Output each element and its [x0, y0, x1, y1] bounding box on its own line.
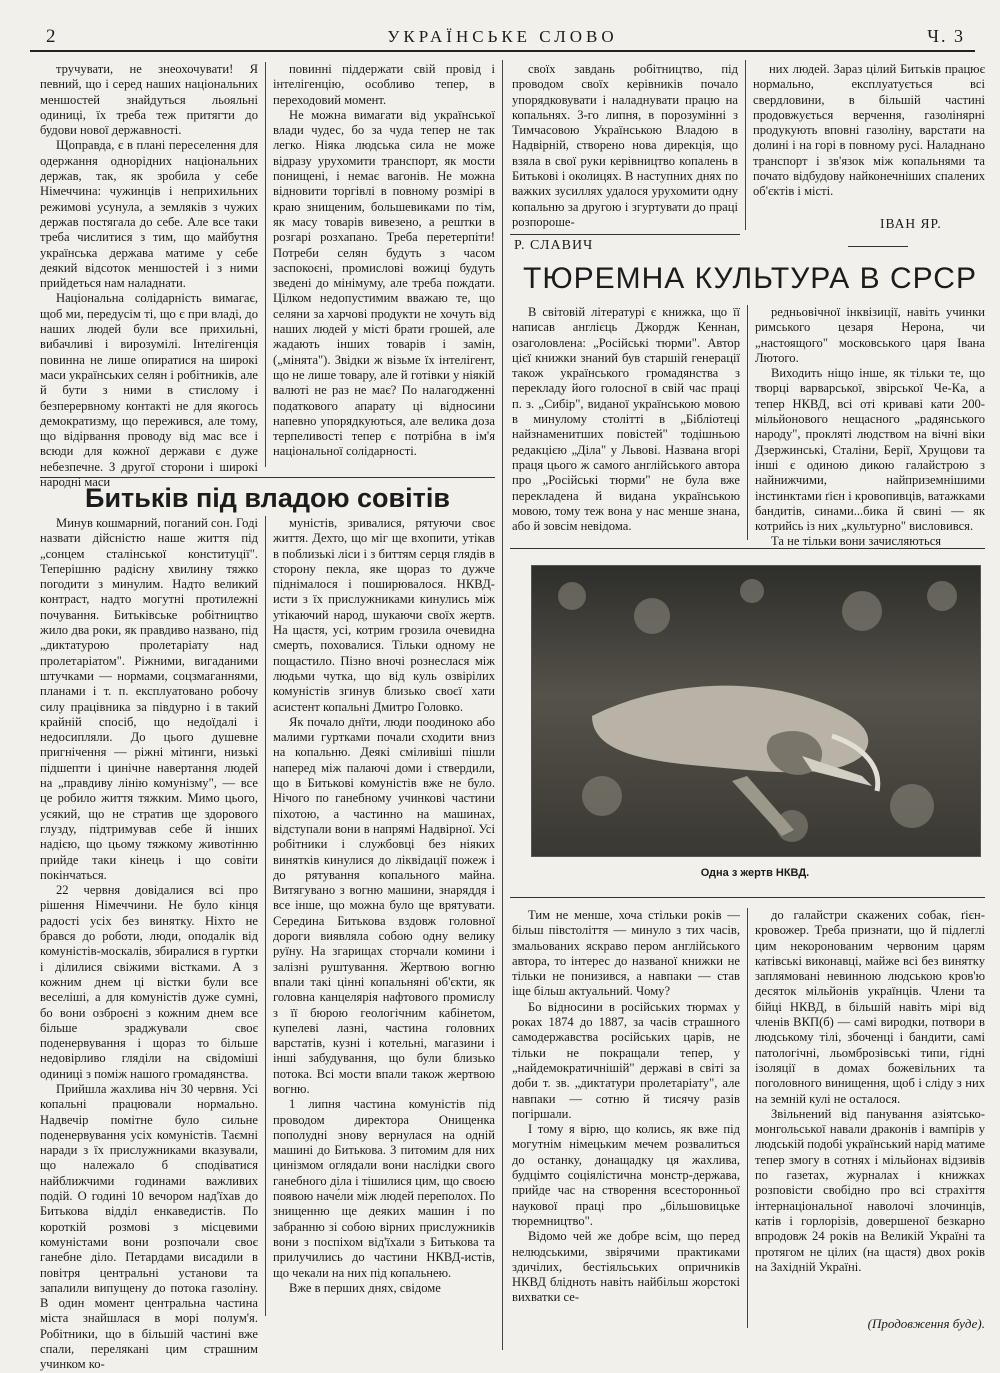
continued-note: (Продовження буде).: [867, 1316, 985, 1331]
article-1-column-2: [273, 516, 495, 1316]
section-rule: [510, 234, 740, 235]
page-number: 2: [46, 26, 56, 47]
article-2-headline: ТЮРЕМНА КУЛЬТУРА В СРСР: [523, 262, 977, 295]
page-header: [40, 24, 965, 50]
paragraph: Відомо чей же добре всім, що перед нелюдськими, звірячими практиками здичілих, бестіяльських опричників НКВД блідноть навіть найбільш жорстокі вихватки се-: [512, 1229, 740, 1305]
article-1-column-1: [40, 516, 258, 1372]
paragraph: І тому я вірю, що колись, як вже під могутнім німецьким мечем розвалиться до останку, донащадку ця жахлива, будцімто соціялістична монстр-держава, прийде час на створення всесторонньої наукової праці про „більшовицьке тюремництво".: [512, 1122, 740, 1228]
top-column-1: [40, 62, 258, 490]
column-divider: [265, 516, 266, 1316]
column-divider: [747, 305, 748, 540]
article-1-headline: Битьків під владою совітів: [85, 483, 450, 513]
newspaper-title: УКРАЇНСЬКЕ СЛОВО: [387, 27, 618, 46]
issue-number: Ч. 3: [927, 26, 965, 46]
paragraph: 1 липня частина комуністів під проводом директора Онищенка пополудні знову вернулася на одній машині до Битькова. З питомим для них цинізмом оглядали вони наслідки свого ганебного діла і тішилися цим, що своєю появою наче́ли між людей переполох. По знищенню ще деяких машин і по забранню зі собою вірних прислужників вони з поспіхом від'їхали з Битькова та прилучились до частини НКВД-истів, що чекали на них під копальнею.: [273, 1097, 495, 1280]
article-2-column-1: [512, 305, 740, 550]
signature-dash: [848, 246, 908, 247]
paragraph: Прийшла жахлива ніч 30 червня. Усі копальні працювали нормально. Надвечір помітне було сильне поденервування усіх комуністів. Таємні наради з їх прислужниками вказували, що належало б сподіватися найближчими годинами важливих подій. О годині 10 вечором над'їхав до Битькова відділ енкаведистів. По короткій розмові з місцевими комуністами вони розпочали своє ганебне діло. Петардами висадили в повітря центральні установи та запалили випущену до потока газоліну. В один момент центральна частина міста знайшлася в морі полум'я. Робітники, що в більшій частині вже спали, переляканi цим страшним учинком ко-: [40, 1081, 258, 1372]
header-rule: [30, 50, 975, 52]
top-column-3: [512, 62, 738, 232]
paragraph: Та не тільки вони зачисляються: [771, 534, 942, 549]
paragraph: Звільнений від панування азіятсько-монгольської навали драконів і вампірів у людській подобі український нарід матиме тепер змогу в сотнях і мільйонах відзивів по газетах, журналах і книжках розповісти свобідно про всі страхіття інтернаціональної наволочі злочинців, катів і горлорізів, довершеної безкарно впродовж 24 років на Великій Україні та протягом не цілих (на щастя) двох років на Західній Україні.: [755, 1106, 985, 1274]
photo-caption: Одна з жертв НКВД.: [700, 867, 810, 879]
article-2-column-4: [755, 908, 985, 1313]
section-rule: [510, 897, 985, 898]
paragraph: Національна солідарність вимагає, щоб ми, передусім ті, що є при владі, до наших людей були все прихильні, вибачливі і вирозумілі. Інтелігенція повинна не лише опиратися на широкі маси українських селян і робітників, але й бути з ними в стислому і безперервному контакті не для якогось демократизму, що пережився, але тому, що відірвання проводу від мас все і всюди для кожної держави є дуже небезпечне. З другої сторони і широкі народні маси: [40, 291, 258, 490]
paragraph: Тим не менше, хоча стільки років — більш півстоліття — минуло з тих часів, змальованих яскраво пером англійського автора, то інтерес до названої книжки не тільки не понизився, а навпаки — став іще більш актуальний. Чому?: [512, 908, 740, 999]
paragraph: Щоправда, є в плані переселення для одержання однорідних національних держав, так, як зробила у себе Німеччина: чужинців і неприхильних режимові усунула, а земляків з чужих держав постягала до себе. Але все таки треба числитися з тим, що майбутня українська держава матиме у себе деякий відсоток меншостей і з ними прийдеться нам наладнати.: [40, 138, 258, 291]
paragraph: Як почало днїти, люди поодиноко або малими гуртками почали сходити вниз на копальню. Деякі сміливіші пішли наперед між палаючі доми і ствердили, що в Битькові комуністів вже не було. Нічого по ганебному учинкові частини піхотою, а частинно на машинах, відступали вони в напрямі Надвірної. Усі робітники і службовці без ніяких винятків кинулися до ліквідації пожеж і до рятування копального майна. Витягувано з вогню машини, знаряддя і все інше, що можна було ще врятувати. Середина Битькова вздовж головної дороги виявляла собою одну велику руїну. На згарищах сторчали комини і залізні руштування. Жертвою вогню впали такі цінні копальняні об'єкти, як головна канцелярія нафтового промислу з її бюрою геологічним кабінетом, купелеві лазні, частина головних варстатів, кузні і котельні, магазини і інші забудування, що були близько потока. Всі мости впали також жертвою вогню.: [273, 714, 495, 1096]
top-column-2: [273, 62, 495, 472]
paragraph: них людей. Зараз цілий Битьків працює нормально, експлуатується всі свердловини, в більшій частині продовжується верчення, газолінярні продукують вповні газоліну, варстати на долині і на горі в повному русі. Наладнано транспорт і зв'язок між копальнями та почато відбудову найконечніших спалених об'єктів і місті.: [753, 62, 985, 199]
paragraph: повинні піддержати свій провід і інтелігенцію, особливо тепер, в переходовий момент.: [273, 62, 495, 107]
paragraph: Вже в перших днях, свідоме: [289, 1280, 441, 1295]
article-2-column-2: [755, 305, 985, 549]
paragraph: редньовічної інквізиції, навіть учинки римського цезаря Нерона, чи „настоящого" московського царя Івана Лютого.: [755, 305, 985, 365]
paragraph: Не можна вимагати від української влади чудес, бо за чуда тепер не так легко. Ніяка людська сила не може відразу урухомити транспорт, як мости понищені, і немає вагонів. Не можна відновити торгівлі в повному розмірі в краю знищеним, большевиками по тім, як масу товарів вивезено, а рештки в розгарі розхапано. Треба перетерпіти! Потреби селян будуть з часом заспокоєні, промислові вожиці будуть зведені до мінімуму, але треба пождати. Цілком недопустимим вважаю те, що селяни за харчові продукти не хочуть від наших людей у місті брати грошей, але жадають інших товарів і замін, („мінята"). Звідки ж візьме їх інтелігент, що не лише товару, але й готівки у ніякій валюті не раз не має? По налагодженні податкового апарату ці відносини напевно упорядкуються, але велика доза терпеливості тепер є потрібна в ім'я національної солідарності.: [273, 107, 495, 459]
paragraph: своїх завдань робітництво, під проводом своїх керівників почало упорядковувати і наладнувати працю на копальнях. 3-го липня, в порозумінні з Тимчасовою Українською Владою в Надвірній, створено нова дирекція, що взяла в свої руки керівництво копалень в Битькові і околицях. В наступних днях по важких зусиллях удалося урухомити одну копальню за другою і згуртувати до праці розпороше-: [512, 62, 738, 229]
paragraph: до галайстри скажених собак, ґієн-кровожер. Треба признати, що й підлеглі цим некоронованим червоним царям катівські виконавці, майже всі без винятку заплямовані невинною людською кров'ю десяток мільйонів українців. Члени та бійці НКВД, в більшій навіть мірі від членів ВКП(б) — самі виродки, потвори в людському тілі, збоченці і бандити, самі патологічні, льомброзівські типи, гідні ізоляції в домах божевільних та поголовного винищення, щоб і сліду з них на земній кулі не осталося.: [755, 908, 985, 1106]
column-divider: [747, 908, 748, 1328]
section-rule: [40, 477, 495, 478]
article-2-byline: Р. СЛАВИЧ: [514, 238, 594, 253]
paragraph: Бо відносини в російських тюрмах у роках 1874 до 1887, за часів страшного самодержавства російських царів, не тільки не покращали тепер, у „найдемократичнішій" державі в світі за доби т. зв. „диктатури пролетаріату", але навпаки — сотню й тисячу разів погіршали.: [512, 999, 740, 1121]
victim-photo: [531, 565, 981, 857]
paragraph: Минув кошмарний, поганий сон. Годі назвати дійсністю наше життя під „сонцем сталінської конституції". Теперішню радісну хвилину тяжко погодити з минулим. Надто великий контраст, надто могутні протилежні почування. Битьківське робітництво жило два роки, як правдиво названо, під „диктатурою пролетаріату над пролетаріатом". Ріжними, вигаданими штучками — нормами, соцзмаганнями, планами і т. п. експлуатовано робочу силу працівника за півдурно і в такий крайній спосіб, що недоїдалі і недосипляли. До цього душевне пригнічення — ріжні мітинги, низькі підшепти і цинічне навертання людей на „правдиву лінію комунізму", — все це робило життя тяжким. Мимо цього, усякий, що не стратив ще здорового глузду, підтримував себе й інших надією, що цьому тяжкому животінню прийде таки кінець і що совіти покінчаться.: [40, 516, 258, 882]
article-2-column-3: [512, 908, 740, 1308]
paragraph: Виходить ніщо інше, як тільки те, що творці варварської, звірської Че-Ка, а тепер НКВД, всі оті криваві кати 200-мільйонового нещасного „радянського народу", прокляті людством на вічні віки Дзержинські, Сталіни, Берії, Хрущови та інші є одиною дикою галайстрою з найнижчими, найприземнішими інстинктами ґієн і кровопивців, ватажками бандитів, синами...бика й свині — як котрийсь із них „культурно" висловився.: [755, 366, 985, 534]
top-column-4: [753, 62, 985, 212]
column-divider: [502, 60, 503, 1350]
paragraph: тручувати, не знеохочувати! Я певний, що і серед наших національних меншостей знайдуться льояльні одиниці, їх треба теж притягти до будови нової державності.: [40, 62, 258, 138]
section-rule: [510, 548, 985, 549]
column-divider: [745, 60, 746, 230]
author-signature: ІВАН ЯР.: [880, 216, 942, 231]
paragraph: муністів, зривалися, рятуючи своє життя. Дехто, що міг ще вхопити, утікав в поблизькі ліси і з биттям серця глядів в сторону пекла, яке щораз то дужче піднімалося і поширювалося. НКВД-исти з їх прислужниками кинулись між утікаючий народ, шукаючи своїх жертв. На щастя, усі, котрим грозила очевидна смерть, поховалися. Тільки одному не пощастило. Пізно вночі рознеслася між людьми чутка, що від куль озвірілих комуністів згинув близько своєї хати асистент копальні Дмитро Головко.: [273, 516, 495, 714]
paragraph: 22 червня довідалися всі про рішення Німеччини. Не було кінця радості усіх без винятку. Ніхто не брався до роботи, люди, оподалік від комуністів-москалів, збиралися в гуртки і ділилися свіжими вістками. А з кожним днем ці вістки були все веселіші, а для комуністів дуже сумні, бо вони озброєні з кожним днем все більше зраджували своє поденервування і щораз то більше недовірливо гляділи на свідоміші одиниці з поміж нашого громадянства.: [40, 883, 258, 1081]
column-divider: [265, 62, 266, 467]
paragraph: В світовій літературі є книжка, що її написав англієць Джордж Кеннан, озаголовлена: „Російські тюрми". Автор цієї книжки знаний був старшій генерації також українського громадянства з перекладу його голосної в свій час праці п. з. „Сибір", виданої українською мовою в минулому столітті в „Бібліотеці найзнаменитших повістей" тодішньою редакцією „Діла" у Львові. Названа вгорі праця цього ж самого англійського автора про „Російські тюрми" не була вже перекладена й видана українською мовою, тому теж вона у нас менше знана, або й зовсім невідома.: [512, 305, 740, 534]
photo-image: [532, 566, 980, 856]
